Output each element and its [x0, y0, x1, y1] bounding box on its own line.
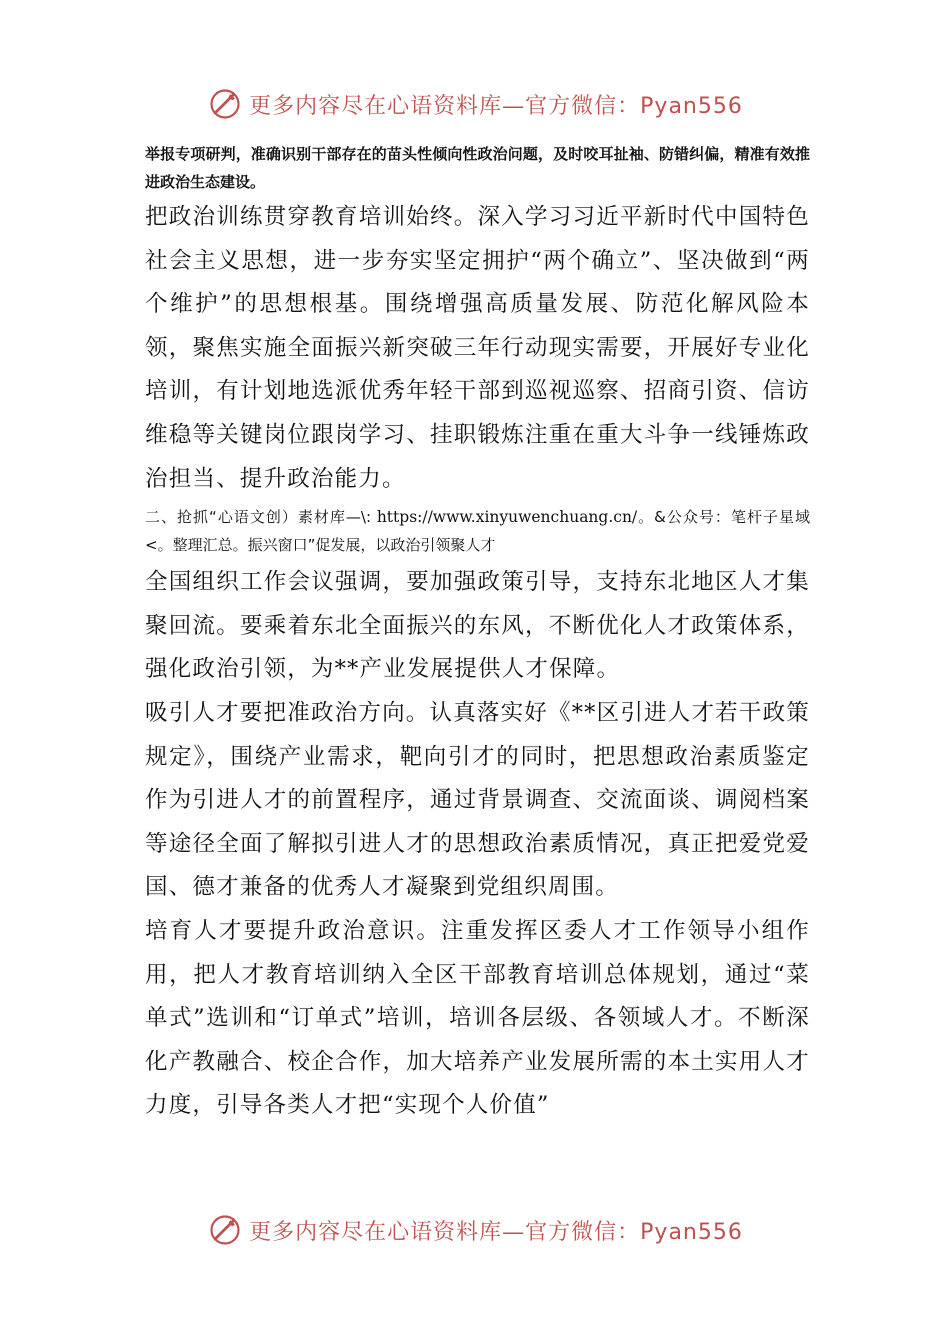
paragraph-2: 把政治训练贯穿教育培训始终。深入学习习近平新时代中国特色社会主义思想，进一步夯实坚定拥护“两个确立”、坚决做到“两个维护”的思想根基。围绕增强高质量发展、防范化解风险本领，聚焦实施全面振兴新突破三年行动现实需要，开展好专业化培训，有计划地选派优秀年轻干部到巡视巡察、招商引资、信访维稳等关键岗位跟岗学习、挂职锻炼注重在重大斗争一线锤炼政治担当、提升政治能力。 [145, 204, 810, 492]
header-watermark [0, 82, 950, 126]
footer-watermark [0, 1208, 950, 1252]
watermark-group-bottom [207, 1212, 743, 1248]
section-heading-url: https://www.xinyuwenchuang.cn/ [376, 508, 638, 527]
watermark-text [249, 89, 743, 120]
section-heading-part-b: 。&公众号：笔杆子星域<。整理汇总。振兴窗口”促发展，以政治引领聚人才 [145, 508, 810, 555]
watermark-id-bottom: Pyan556 [640, 1219, 743, 1245]
watermark-label: 更多内容尽在心语资料库—官方微信： [249, 93, 641, 119]
document-body [145, 140, 810, 1128]
paragraph-6: 培育人才要提升政治意识。注重发挥区委人才工作领导小组作用，把人才教育培训纳入全区干部教育培训总体规划，通过“菜单式”选训和“订单式”培训，培训各层级、各领域人才。不断深化产教融合、校企合作，加大培养产业发展所需的本土实用人才力度，引导各类人才把“实现个人价值” [145, 917, 810, 1119]
pen-logo-icon [207, 86, 243, 122]
section-heading [145, 503, 810, 559]
paragraph-5: 吸引人才要把准政治方向。认真落实好《**区引进人才若干政策规定》，围绕产业需求，靶向引才的同时，把思想政治素质鉴定作为引进人才的前置程序，通过背景调查、交流面谈、调阅档案等途径全面了解拟引进人才的思想政治素质情况，真正把爱党爱国、德才兼备的优秀人才凝聚到党组织周围。 [145, 699, 810, 901]
watermark-id: Pyan556 [640, 93, 743, 119]
section-heading-part-a: 二、抢抓“心语文创）素材库—\: [145, 508, 377, 527]
watermark-group [207, 86, 743, 122]
pen-logo-icon [207, 1212, 243, 1248]
watermark-label-bottom: 更多内容尽在心语资料库—官方微信： [249, 1219, 641, 1245]
paragraph-1: 举报专项研判，准确识别干部存在的苗头性倾向性政治问题，及时咬耳扯袖、防错纠偏，精准有效推进政治生态建设。 [145, 145, 810, 191]
paragraph-4: 全国组织工作会议强调，要加强政策引导，支持东北地区人才集聚回流。要乘着东北全面振兴的东风，不断优化人才政策体系，强化政治引领，为**产业发展提供人才保障。 [145, 569, 810, 683]
watermark-text-bottom [249, 1215, 743, 1246]
